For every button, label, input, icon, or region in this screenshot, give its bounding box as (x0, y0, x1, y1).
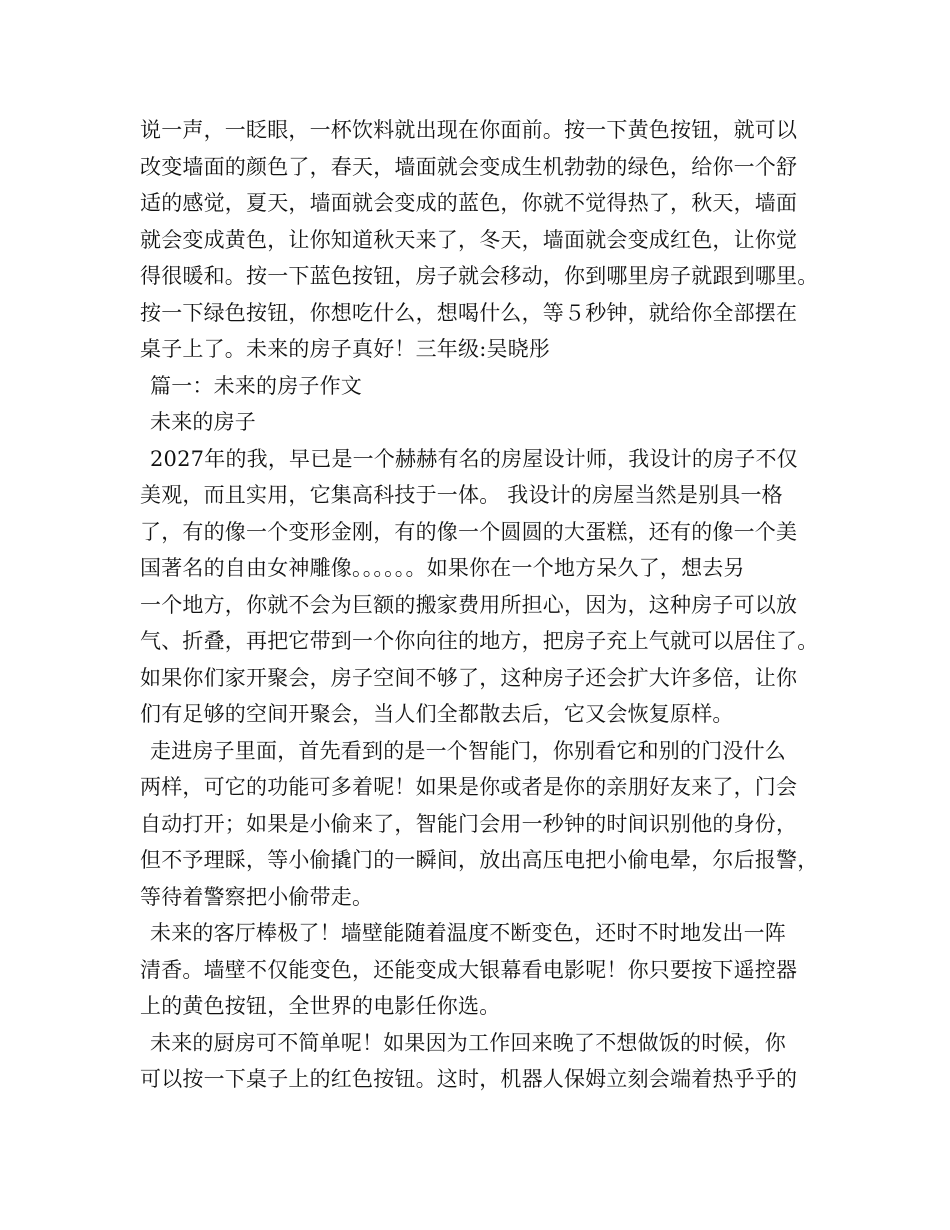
text-line: 桌子上了。未来的房子真好！三年级:吴晓彤 (140, 337, 551, 361)
text-line: 未来的房子 (150, 410, 256, 434)
text-line: 了，有的像一个变形金刚，有的像一个圆圆的大蛋糕，还有的像一个美 (140, 519, 798, 544)
text-line: 两样，可它的功能可多着呢！如果是你或者是你的亲朋好友来了，门会 (140, 775, 798, 799)
text-line: 未来的厨房可不简单呢！如果因为工作回来晚了不想做饭的时候，你 (150, 1030, 786, 1055)
text-line: 美观，而且实用，它集高科技于一体。 我设计的房屋当然是别具一格 (140, 483, 783, 507)
text-line: 得很暖和。按一下蓝色按钮，房子就会移动，你到哪里房子就跟到哪里。 (140, 264, 819, 288)
text-line: 按一下绿色按钮，你想吃什么，想喝什么，等５秒钟，就给你全部摆在 (140, 300, 798, 325)
text-line: 走进房子里面，首先看到的是一个智能门，你别看它和别的门没什么 (150, 738, 786, 763)
text-line: 气、折叠，再把它带到一个你向往的地方，把房子充上气就可以居住了。 (140, 629, 819, 653)
text-line: 未来的客厅棒极了！墙壁能随着温度不断变色，还时不时地发出一阵 (150, 921, 786, 945)
text-line: 等待着警察把小偷带走。 (140, 884, 374, 909)
text-line: 清香。墙壁不仅能变色，还能变成大银幕看电影呢！你只要按下遥控器 (140, 957, 798, 982)
text-line: 上的黄色按钮，全世界的电影任你选。 (140, 994, 501, 1018)
text-line: 但不予理睬，等小偷撬门的一瞬间，放出高压电把小偷电晕，尔后报警， (140, 848, 819, 872)
text-line: 适的感觉，夏天，墙面就会变成的蓝色，你就不觉得热了，秋天，墙面 (140, 191, 798, 215)
text-line: 国著名的自由女神雕像。。。。。。如果你在一个地方呆久了，想去另 (140, 556, 745, 580)
text-line: 们有足够的空间开聚会，当人们全都散去后，它又会恢复原样。 (140, 702, 734, 726)
document-page (140, 112, 820, 1098)
text-line: 就会变成黄色，让你知道秋天来了，冬天，墙面就会变成红色，让你觉 (140, 227, 798, 252)
text-line: 如果你们家开聚会，房子空间不够了，这种房子还会扩大许多倍，让你 (140, 665, 798, 690)
text-line: 改变墙面的颜色了，春天，墙面就会变成生机勃勃的绿色，给你一个舒 (140, 154, 798, 179)
text-line: 可以按一下桌子上的红色按钮。这时，机器人保姆立刻会端着热乎乎的 (140, 1067, 798, 1091)
text-line: 说一声，一眨眼，一杯饮料就出现在你面前。按一下黄色按钮，就可以 (140, 118, 798, 142)
text-line: 篇一：未来的房子作文 (150, 373, 362, 398)
text-line: 自动打开；如果是小偷来了，智能门会用一秒钟的时间识别他的身份， (140, 811, 798, 836)
text-line: 一个地方，你就不会为巨额的搬家费用所担心，因为，这种房子可以放 (140, 592, 798, 617)
text-line: 2027年的我，早已是一个赫赫有名的房屋设计师，我设计的房子不仅 (150, 446, 798, 471)
